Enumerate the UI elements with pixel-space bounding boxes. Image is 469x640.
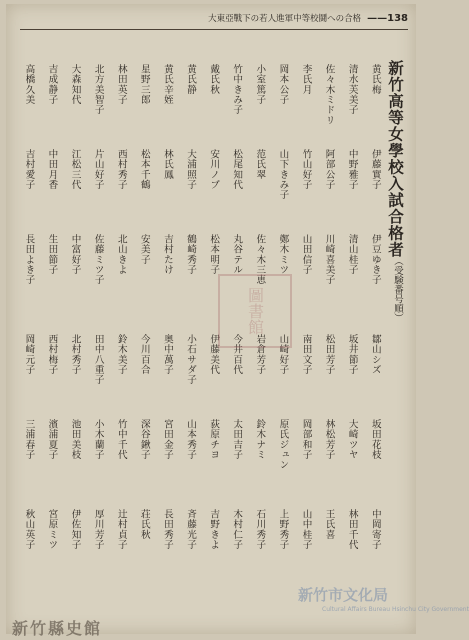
archive-seal [12, 616, 152, 638]
student-name: 林田英子 [115, 64, 127, 105]
student-name: 松本明子 [208, 234, 220, 275]
student-name: 山中桂子 [300, 509, 312, 550]
archive-seal-text: 新竹縣史館 [12, 619, 103, 638]
student-name: 岡本公子 [277, 64, 289, 105]
student-name: 荻原チヨ [208, 419, 220, 460]
student-name: 厚川芳子 [92, 509, 104, 550]
student-name: 松本千鶴 [138, 149, 150, 190]
student-name: 山崎好子 [277, 334, 289, 375]
student-name: 松尾知代 [231, 149, 243, 190]
student-name: 生田節子 [46, 234, 58, 275]
student-name: 小室篤子 [254, 64, 266, 105]
student-name: 鈴木ナミ [254, 419, 266, 460]
student-name: 大浦照子 [185, 149, 197, 190]
student-name: 奥中萬子 [161, 334, 173, 375]
student-name: 松田芳子 [323, 334, 335, 375]
student-name: 秋山英子 [23, 509, 35, 550]
page-subtitle: （受験番号順） [392, 256, 403, 323]
student-name: 小木蘭子 [92, 419, 104, 460]
student-name: 中岡寄子 [369, 509, 381, 550]
student-name: 深谷鍬子 [138, 419, 150, 460]
name-band-4 [20, 334, 380, 414]
student-name: 片山好子 [92, 149, 104, 190]
student-name: 高橋久美 [23, 64, 35, 105]
header-rule [20, 29, 408, 30]
student-name: 佐々木三恵 [254, 234, 266, 285]
student-name: 林松芳子 [323, 419, 335, 460]
student-name: 鄭木ミツ [277, 234, 289, 275]
student-name: 鶴崎秀子 [185, 234, 197, 275]
student-name: 竹中千代 [115, 419, 127, 460]
archive-logo-text: 新竹市文化局 [298, 586, 389, 604]
student-name: 北山きよ [115, 234, 127, 275]
page-title: 新竹高等女學校入試合格者 [386, 60, 404, 258]
student-name: 坂田花枝 [369, 419, 381, 460]
student-name: 石川秀子 [254, 509, 266, 550]
student-name: 清水芙美子 [346, 64, 358, 115]
student-name: 竹山好子 [300, 149, 312, 190]
student-name: 濱浦夏子 [46, 419, 58, 460]
student-name: 木村仁子 [231, 509, 243, 550]
student-name: 今井百代 [231, 334, 243, 375]
running-header [156, 10, 408, 26]
stamp-text: 圖書館 [245, 287, 265, 335]
student-name: 川崎喜美子 [323, 234, 335, 285]
running-title: 大東亞戰下の若人進軍中等校鬪への合格 [208, 14, 362, 24]
name-band-5 [20, 419, 380, 499]
student-name: 黄氏梅 [369, 64, 381, 95]
student-name: 長田秀子 [161, 509, 173, 550]
document-page [6, 4, 469, 638]
student-name: 斉藤光子 [185, 509, 197, 550]
student-name: 山本秀子 [185, 419, 197, 460]
student-name: 安美子 [138, 234, 150, 265]
student-name: 黄氏辛姪 [161, 64, 173, 105]
student-name: 大森知代 [69, 64, 81, 105]
student-name: 今川百合 [138, 334, 150, 375]
student-name: 吉成静子 [46, 64, 58, 105]
student-name: 岩倉芳子 [254, 334, 266, 375]
student-name: 宮田金子 [161, 419, 173, 460]
student-name: 林田千代 [346, 509, 358, 550]
archive-logo [298, 584, 418, 606]
student-name: 中富好子 [69, 234, 81, 275]
name-band-3 [20, 234, 380, 314]
student-name: 丸谷テル [231, 234, 243, 275]
student-name: 吉村たけ [161, 234, 173, 275]
student-name: 中田月香 [46, 149, 58, 190]
student-name: 竹中きみ子 [231, 64, 243, 115]
student-name: 原氏ジュン [277, 419, 289, 470]
student-name: 宮原ミツ [46, 509, 58, 550]
student-name: 佐藤ミツ子 [92, 234, 104, 285]
student-name: 李氏月 [300, 64, 312, 95]
student-name: 范氏翠 [254, 149, 266, 180]
student-name: 吉野きよ [208, 509, 220, 550]
student-name: 荘氏秋 [138, 509, 150, 540]
student-name: 星野三郎 [138, 64, 150, 105]
student-name: 江松三代 [69, 149, 81, 190]
student-name: 林氏鳳 [161, 149, 173, 180]
student-name: 岡部和子 [300, 419, 312, 460]
student-name: 戴氏秋 [208, 64, 220, 95]
student-name: 長田よき子 [23, 234, 35, 285]
student-name: 鈴木美子 [115, 334, 127, 375]
name-band-6 [20, 509, 380, 589]
student-name: 太田吉子 [231, 419, 243, 460]
student-name: 池田美枝 [69, 419, 81, 460]
student-name: 北村秀子 [69, 334, 81, 375]
student-name: 辻村貞子 [115, 509, 127, 550]
student-name: 西村梅子 [46, 334, 58, 375]
student-name: 山田信子 [300, 234, 312, 275]
student-name: 伊佐知子 [69, 509, 81, 550]
student-name: 中野雅子 [346, 149, 358, 190]
student-name: 伊藤實子 [369, 149, 381, 190]
student-name: 伊豆ゆき子 [369, 234, 381, 285]
archive-logo-subtext: Cultural Affairs Bureau Hsinchu City Government [322, 606, 469, 613]
name-band-1 [20, 64, 380, 144]
student-name: 西村秀子 [115, 149, 127, 190]
student-name: 阿部公子 [323, 149, 335, 190]
student-name: 安川ノブ [208, 149, 220, 190]
student-name: 清山桂子 [346, 234, 358, 275]
student-name: 坂井節子 [346, 334, 358, 375]
student-name: 岡崎元子 [23, 334, 35, 375]
student-name: 伊藤美代 [208, 334, 220, 375]
student-name: 佐々木ミドリ [323, 64, 335, 126]
student-name: 上野秀子 [277, 509, 289, 550]
student-name: 大崎ツヤ [346, 419, 358, 460]
student-name: 三浦春子 [23, 419, 35, 460]
page-number: ——138 [367, 12, 408, 24]
name-band-2 [20, 149, 380, 229]
student-name: 北方美智子 [92, 64, 104, 115]
student-name: 黄氏静 [185, 64, 197, 95]
student-name: 南田文子 [300, 334, 312, 375]
student-name: 鄒山シズ [369, 334, 381, 375]
student-name: 吉村愛子 [23, 149, 35, 190]
student-name: 王氏喜 [323, 509, 335, 540]
student-name: 山下きみ子 [277, 149, 289, 200]
student-name: 田中八重子 [92, 334, 104, 385]
student-name: 小石サダ子 [185, 334, 197, 385]
library-stamp [218, 274, 292, 348]
